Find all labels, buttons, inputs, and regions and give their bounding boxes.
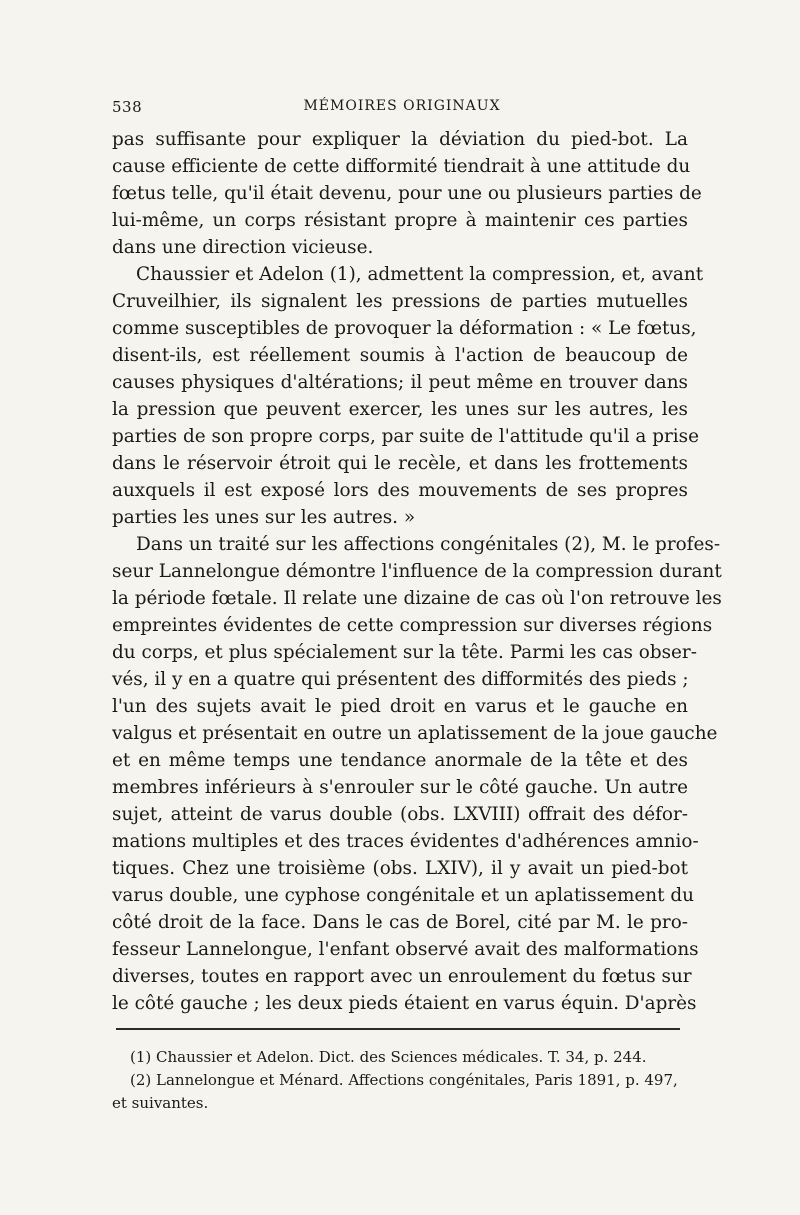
text-line: disent-ils, est réellement soumis à l'action de beaucoup de [112,345,688,366]
text-line: empreintes évidentes de cette compression sur diverses régions [112,615,713,636]
footnote-2: (2) Lannelongue et Ménard. Affections congénitales, Paris 1891, p. 497, [130,1071,678,1089]
text-line: cause efficiente de cette difformité tiendrait à une attitude du [112,156,691,177]
text-line: côté droit de la face. Dans le cas de Borel, cité par M. le pro- [112,912,688,933]
text-line: fœtus telle, qu'il était devenu, pour une ou plusieurs parties de [112,183,702,204]
text-line: causes physiques d'altérations; il peut même en trouver dans [112,372,688,393]
text-line: et en même temps une tendance anormale de la tête et des [112,750,688,771]
text-line: membres inférieurs à s'enrouler sur le côté gauche. Un autre [112,777,688,798]
body-text [112,126,722,1017]
text-line: comme susceptibles de provoquer la déformation : « Le fœtus, [112,318,697,339]
page-number: 538 [112,98,143,116]
text-line: varus double, une cyphose congénitale et un aplatissement du [112,885,695,906]
page-header [112,98,692,124]
text-line: Chaussier et Adelon (1), admettent la compression, et, avant [136,264,704,285]
text-line: fesseur Lannelongue, l'enfant observé avait des malformations [112,939,699,960]
text-line: mations multiples et des traces évidentes d'adhérences amnio- [112,831,699,852]
text-line: seur Lannelongue démontre l'influence de la compression durant [112,561,722,582]
text-line: valgus et présentait en outre un aplatissement de la joue gauche [112,723,718,744]
text-line: sujet, atteint de varus double (obs. LXVIII) offrait des défor- [112,804,688,825]
text-line: la période fœtale. Il relate une dizaine de cas où l'on retrouve les [112,588,722,609]
text-line: Cruveilhier, ils signalent les pressions de parties mutuelles [112,291,688,312]
text-line: parties de son propre corps, par suite de l'attitude qu'il a prise [112,426,699,447]
text-line: auxquels il est exposé lors des mouvements de ses propres [112,480,688,501]
text-line: le côté gauche ; les deux pieds étaient en varus équin. D'après [112,993,697,1014]
text-line: diverses, toutes en rapport avec un enroulement du fœtus sur [112,966,692,987]
text-line: dans une direction vicieuse. [112,237,374,258]
text-line: l'un des sujets avait le pied droit en varus et le gauche en [112,696,688,717]
text-line: Dans un traité sur les affections congénitales (2), M. le profes- [136,534,721,555]
text-line: tiques. Chez une troisième (obs. LXIV), il y avait un pied-bot [112,858,688,879]
footnote-rule [116,1028,680,1030]
running-title: MÉMOIRES ORIGINAUX [303,98,501,114]
footnotes [112,1046,688,1115]
text-line: lui-même, un corps résistant propre à maintenir ces parties [112,210,688,231]
text-line: pas suffisante pour expliquer la déviation du pied-bot. La [112,129,688,150]
text-line: du corps, et plus spécialement sur la tête. Parmi les cas obser- [112,642,697,663]
text-line: vés, il y en a quatre qui présentent des difformités des pieds ; [112,669,689,690]
text-line: dans le réservoir étroit qui le recèle, et dans les frottements [112,453,688,474]
footnote-2-continuation: et suivantes. [112,1094,209,1112]
text-line: parties les unes sur les autres. » [112,507,416,528]
footnote-1: (1) Chaussier et Adelon. Dict. des Sciences médicales. T. 34, p. 244. [130,1048,647,1066]
text-line: la pression que peuvent exercer, les unes sur les autres, les [112,399,688,420]
